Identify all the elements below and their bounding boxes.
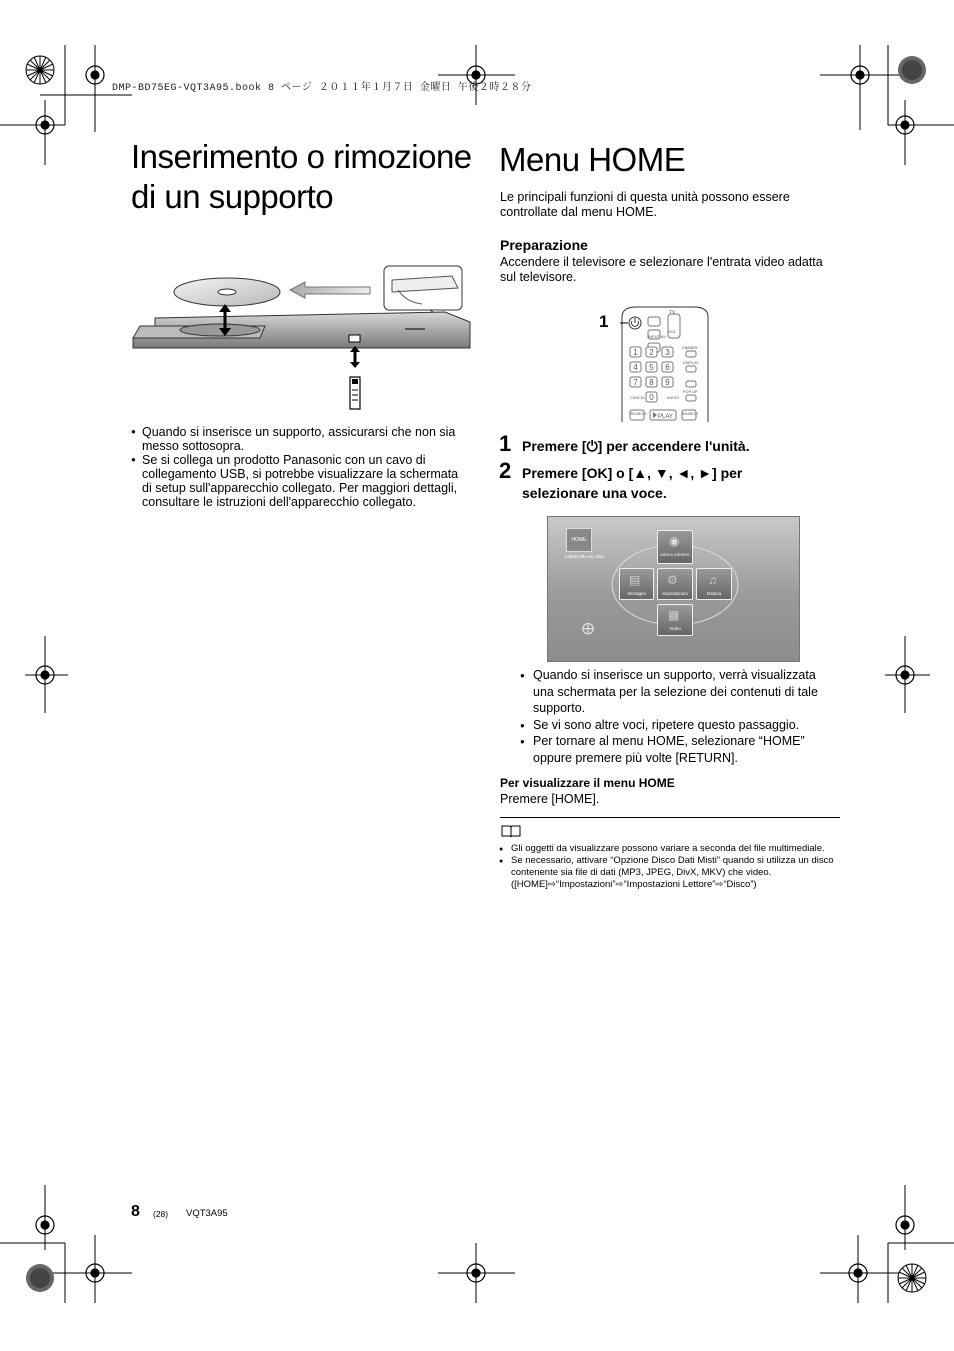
pictures-icon: ▤ xyxy=(629,573,641,587)
remote-key-0: 0 xyxy=(649,393,654,402)
remote-key-7: 7 xyxy=(633,378,638,387)
remote-popup-label: POP-UP xyxy=(683,390,698,394)
section-title-left xyxy=(131,137,472,217)
title-line-2: di un supporto xyxy=(131,178,334,215)
menu-label-music: Musica xyxy=(706,591,722,596)
list-item: ● Quando si inserisce un supporto, verrà visualizzata una schermata per la selezione dei contenuti di tale supporto. xyxy=(520,667,830,717)
remote-search-left-label: SEARCH xyxy=(630,412,646,416)
view-text: Premere [HOME]. xyxy=(500,792,600,806)
remote-key-2: 2 xyxy=(649,348,654,357)
notes-divider xyxy=(500,817,840,818)
remote-tv-label: TV xyxy=(669,310,676,316)
intro-text: Le principali funzioni di questa unità possono essere controllate dal menu HOME. xyxy=(500,190,790,219)
document-code: VQT3A95 xyxy=(186,1208,228,1219)
remote-key-3: 3 xyxy=(665,348,670,357)
settings-icon: ⚙ xyxy=(667,573,678,587)
list-item: ● Se vi sono altre voci, ripetere questo passaggio. xyxy=(520,717,830,734)
remote-cancel-label: CANCEL xyxy=(630,396,646,400)
menu-item-video[interactable] xyxy=(657,604,693,636)
remote-key-4: 4 xyxy=(633,363,638,372)
step-1-text: Premere [⏻] per accendere l'unità. xyxy=(522,438,750,454)
remote-input-label: INPUT AV xyxy=(648,334,666,339)
remote-key-6: 6 xyxy=(665,363,670,372)
menu-label-pictures: Immagini xyxy=(627,591,646,596)
menu-item-music[interactable] xyxy=(696,568,732,600)
list-item: ● Per tornare al menu HOME, selezionare “HOME” oppure premere più volte [RETURN]. xyxy=(520,733,830,766)
video-icon: ▦ xyxy=(668,608,680,622)
list-item: ● Gli oggetti da visualizzare possono variare a seconda del file multimediale. xyxy=(499,843,839,855)
remote-key-9: 9 xyxy=(665,378,670,387)
media-viewer-icon: ◉ xyxy=(669,534,680,548)
book-icon xyxy=(501,825,521,837)
menu-label-settings: Impostazioni xyxy=(662,591,688,596)
menu-label-media-viewer: MEDIA VIEWER xyxy=(660,552,690,557)
menu-item-pictures[interactable] xyxy=(619,568,654,600)
left-bullets xyxy=(131,425,471,509)
view-heading: Per visualizzare il menu HOME xyxy=(500,776,675,790)
step-1-number: 1 xyxy=(499,431,512,456)
list-item: ● Quando si inserisce un supporto, assicurarsi che non sia messo sottosopra. xyxy=(131,425,471,453)
menu-label-video: Video xyxy=(669,626,681,631)
remote-key-1: 1 xyxy=(633,348,638,357)
remote-callout-number: 1 xyxy=(599,312,609,331)
menu-item-settings[interactable] xyxy=(657,568,693,600)
remote-dimmer-label: DIMMER xyxy=(682,346,698,350)
remote-vol-label: VOL xyxy=(668,329,677,334)
prep-text: Accendere il televisore e selezionare l'entrata video adatta sul televisore. xyxy=(500,255,823,284)
home-label-box: HOME xyxy=(566,528,592,552)
remote-key-5: 5 xyxy=(649,363,654,372)
right-bullets xyxy=(520,667,830,766)
home-menu-screen xyxy=(547,516,800,662)
remote-search-right-label: SEARCH xyxy=(682,412,698,416)
remote-display-label: DISPLAY xyxy=(683,361,699,365)
title-line-1: Inserimento o rimozione xyxy=(131,138,472,175)
page-reference: (28) xyxy=(153,1209,169,1219)
remote-key-8: 8 xyxy=(649,378,654,387)
disc-insert-illustration xyxy=(130,262,475,412)
step-2-number: 2 xyxy=(499,458,512,483)
notes-list xyxy=(499,843,839,891)
print-header: DMP-BD75EG-VQT3A95.book 8 ページ ２０１１年１月７日 金曜日 午後２時２８分 xyxy=(112,83,532,94)
list-item: ● Se si collega un prodotto Panasonic con un cavo di collegamento USB, si potrebbe visualizzare la schermata di setup sull'apparecchio collegato. Per maggiori dettagli, consultare le istruzioni dell'apparecchio collegato. xyxy=(131,453,471,509)
prep-heading: Preparazione xyxy=(500,237,588,253)
remote-play-label: PLAY xyxy=(658,414,673,420)
music-icon: ♫ xyxy=(708,573,717,587)
device-label: Lettore Blu-ray Disc xyxy=(565,554,605,559)
section-title-right: Menu HOME xyxy=(499,141,686,178)
list-item: ● Se necessario, attivare “Opzione Disco Dati Misti” quando si utilizza un disco contenente sia file di dati (MP3, JPEG, DivX, MKV) che video. ([HOME]⇨“Impostazioni”⇨“Impostazioni Lettore”⇨“Disco”) xyxy=(499,855,839,891)
remote-illustration xyxy=(610,303,710,423)
remote-audio-label: AUDIO xyxy=(667,396,680,400)
page-number: 8 xyxy=(131,1203,140,1220)
menu-item-media-viewer[interactable] xyxy=(657,530,693,564)
navigation-cross-icon: ⨁ xyxy=(582,621,594,635)
step-2-text: Premere [OK] o [▲, ▼, ◄, ►] per selezionare una voce. xyxy=(522,465,743,501)
